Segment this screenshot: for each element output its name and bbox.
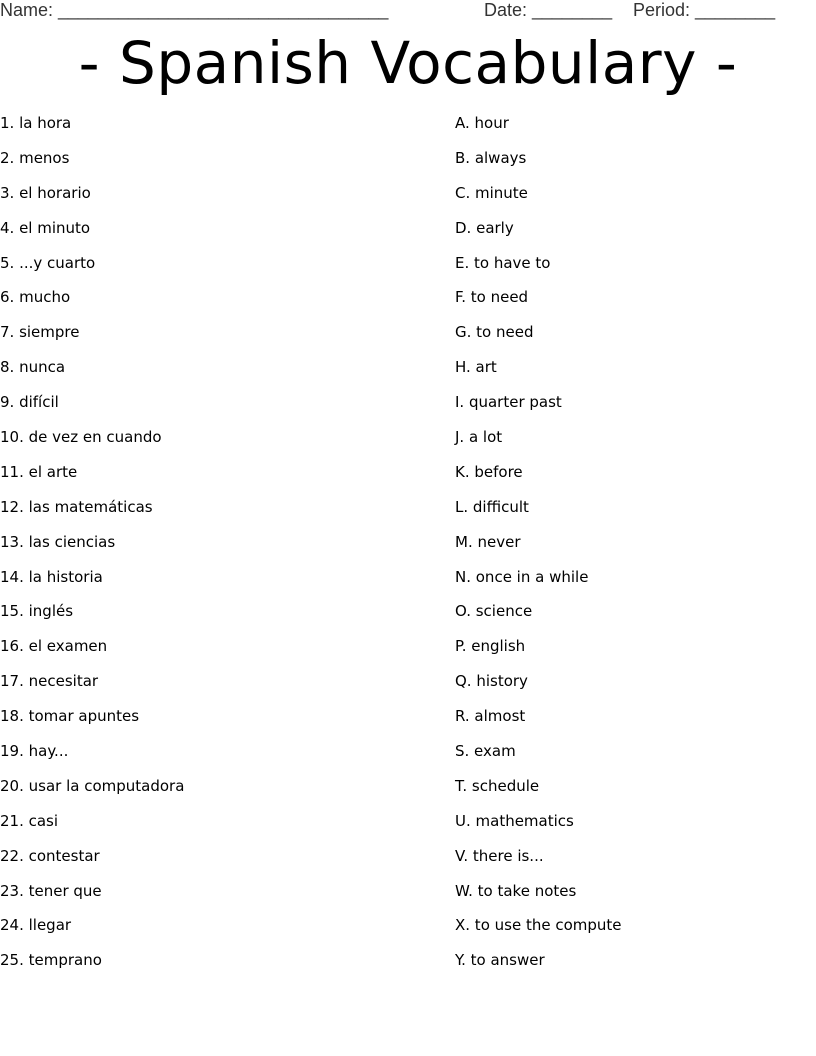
- worksheet-header: [0, 0, 816, 22]
- english-definition-item: E. to have to: [455, 253, 551, 272]
- spanish-term-item: 10. de vez en cuando: [0, 428, 162, 447]
- english-definition-item: H. art: [455, 358, 497, 377]
- english-definition-item: V. there is...: [455, 846, 544, 865]
- spanish-term-item: 22. contestar: [0, 846, 100, 865]
- spanish-term-item: 17. necesitar: [0, 672, 99, 691]
- spanish-term-item: 15. inglés: [0, 602, 74, 621]
- spanish-term-item: 25. temprano: [0, 951, 102, 970]
- english-definition-item: D. early: [455, 218, 514, 237]
- english-definition-item: N. once in a while: [455, 567, 589, 586]
- english-definition-item: P. english: [455, 637, 526, 656]
- english-definition-item: T. schedule: [455, 776, 540, 795]
- english-definition-item: C. minute: [455, 183, 528, 202]
- spanish-term-item: 24. llegar: [0, 916, 72, 935]
- english-definition-item: W. to take notes: [455, 881, 577, 900]
- spanish-term-item: 3. el horario: [0, 183, 91, 202]
- english-definition-item: G. to need: [455, 323, 534, 342]
- english-definition-item: A. hour: [455, 114, 509, 132]
- english-definition-item: M. never: [455, 532, 521, 551]
- spanish-term-item: 12. las matemáticas: [0, 497, 153, 516]
- spanish-term-item: 2. menos: [0, 148, 70, 167]
- spanish-term-item: 4. el minuto: [0, 218, 91, 237]
- spanish-term-item: 19. hay...: [0, 742, 69, 761]
- english-definition-item: Y. to answer: [455, 951, 545, 970]
- spanish-term-item: 5. ...y cuarto: [0, 253, 96, 272]
- spanish-term-item: 20. usar la computadora: [0, 776, 185, 795]
- spanish-term-item: 6. mucho: [0, 288, 71, 307]
- spanish-term-item: 9. difícil: [0, 393, 59, 412]
- date-field-label: Date: ________: [484, 0, 613, 20]
- spanish-term-item: 21. casi: [0, 811, 59, 830]
- spanish-term-item: 14. la historia: [0, 567, 103, 586]
- english-definition-item: S. exam: [455, 742, 516, 761]
- english-definition-item: J. a lot: [455, 428, 503, 447]
- english-definition-item: F. to need: [455, 288, 529, 307]
- spanish-term-item: 18. tomar apuntes: [0, 707, 140, 726]
- period-field-label: Period: ________: [633, 0, 776, 20]
- spanish-terms-list: [0, 110, 440, 982]
- english-definition-item: U. mathematics: [455, 811, 574, 830]
- spanish-term-item: 8. nunca: [0, 358, 66, 377]
- name-field-label: Name: _________________________________: [0, 0, 389, 20]
- spanish-term-item: 23. tener que: [0, 881, 102, 900]
- english-definition-item: L. difficult: [455, 497, 529, 516]
- page-title: - Spanish Vocabulary -: [78, 29, 738, 97]
- english-definition-item: R. almost: [455, 707, 526, 726]
- english-definition-item: X. to use the compute: [455, 916, 622, 935]
- spanish-term-item: 1. la hora: [0, 114, 72, 132]
- english-definition-item: I. quarter past: [455, 393, 562, 412]
- english-definitions-list: [455, 110, 815, 982]
- spanish-term-item: 13. las ciencias: [0, 532, 116, 551]
- english-definition-item: K. before: [455, 462, 523, 481]
- english-definition-item: B. always: [455, 148, 527, 167]
- spanish-term-item: 7. siempre: [0, 323, 80, 342]
- spanish-term-item: 11. el arte: [0, 462, 78, 481]
- english-definition-item: Q. history: [455, 672, 528, 691]
- spanish-term-item: 16. el examen: [0, 637, 108, 656]
- english-definition-item: O. science: [455, 602, 533, 621]
